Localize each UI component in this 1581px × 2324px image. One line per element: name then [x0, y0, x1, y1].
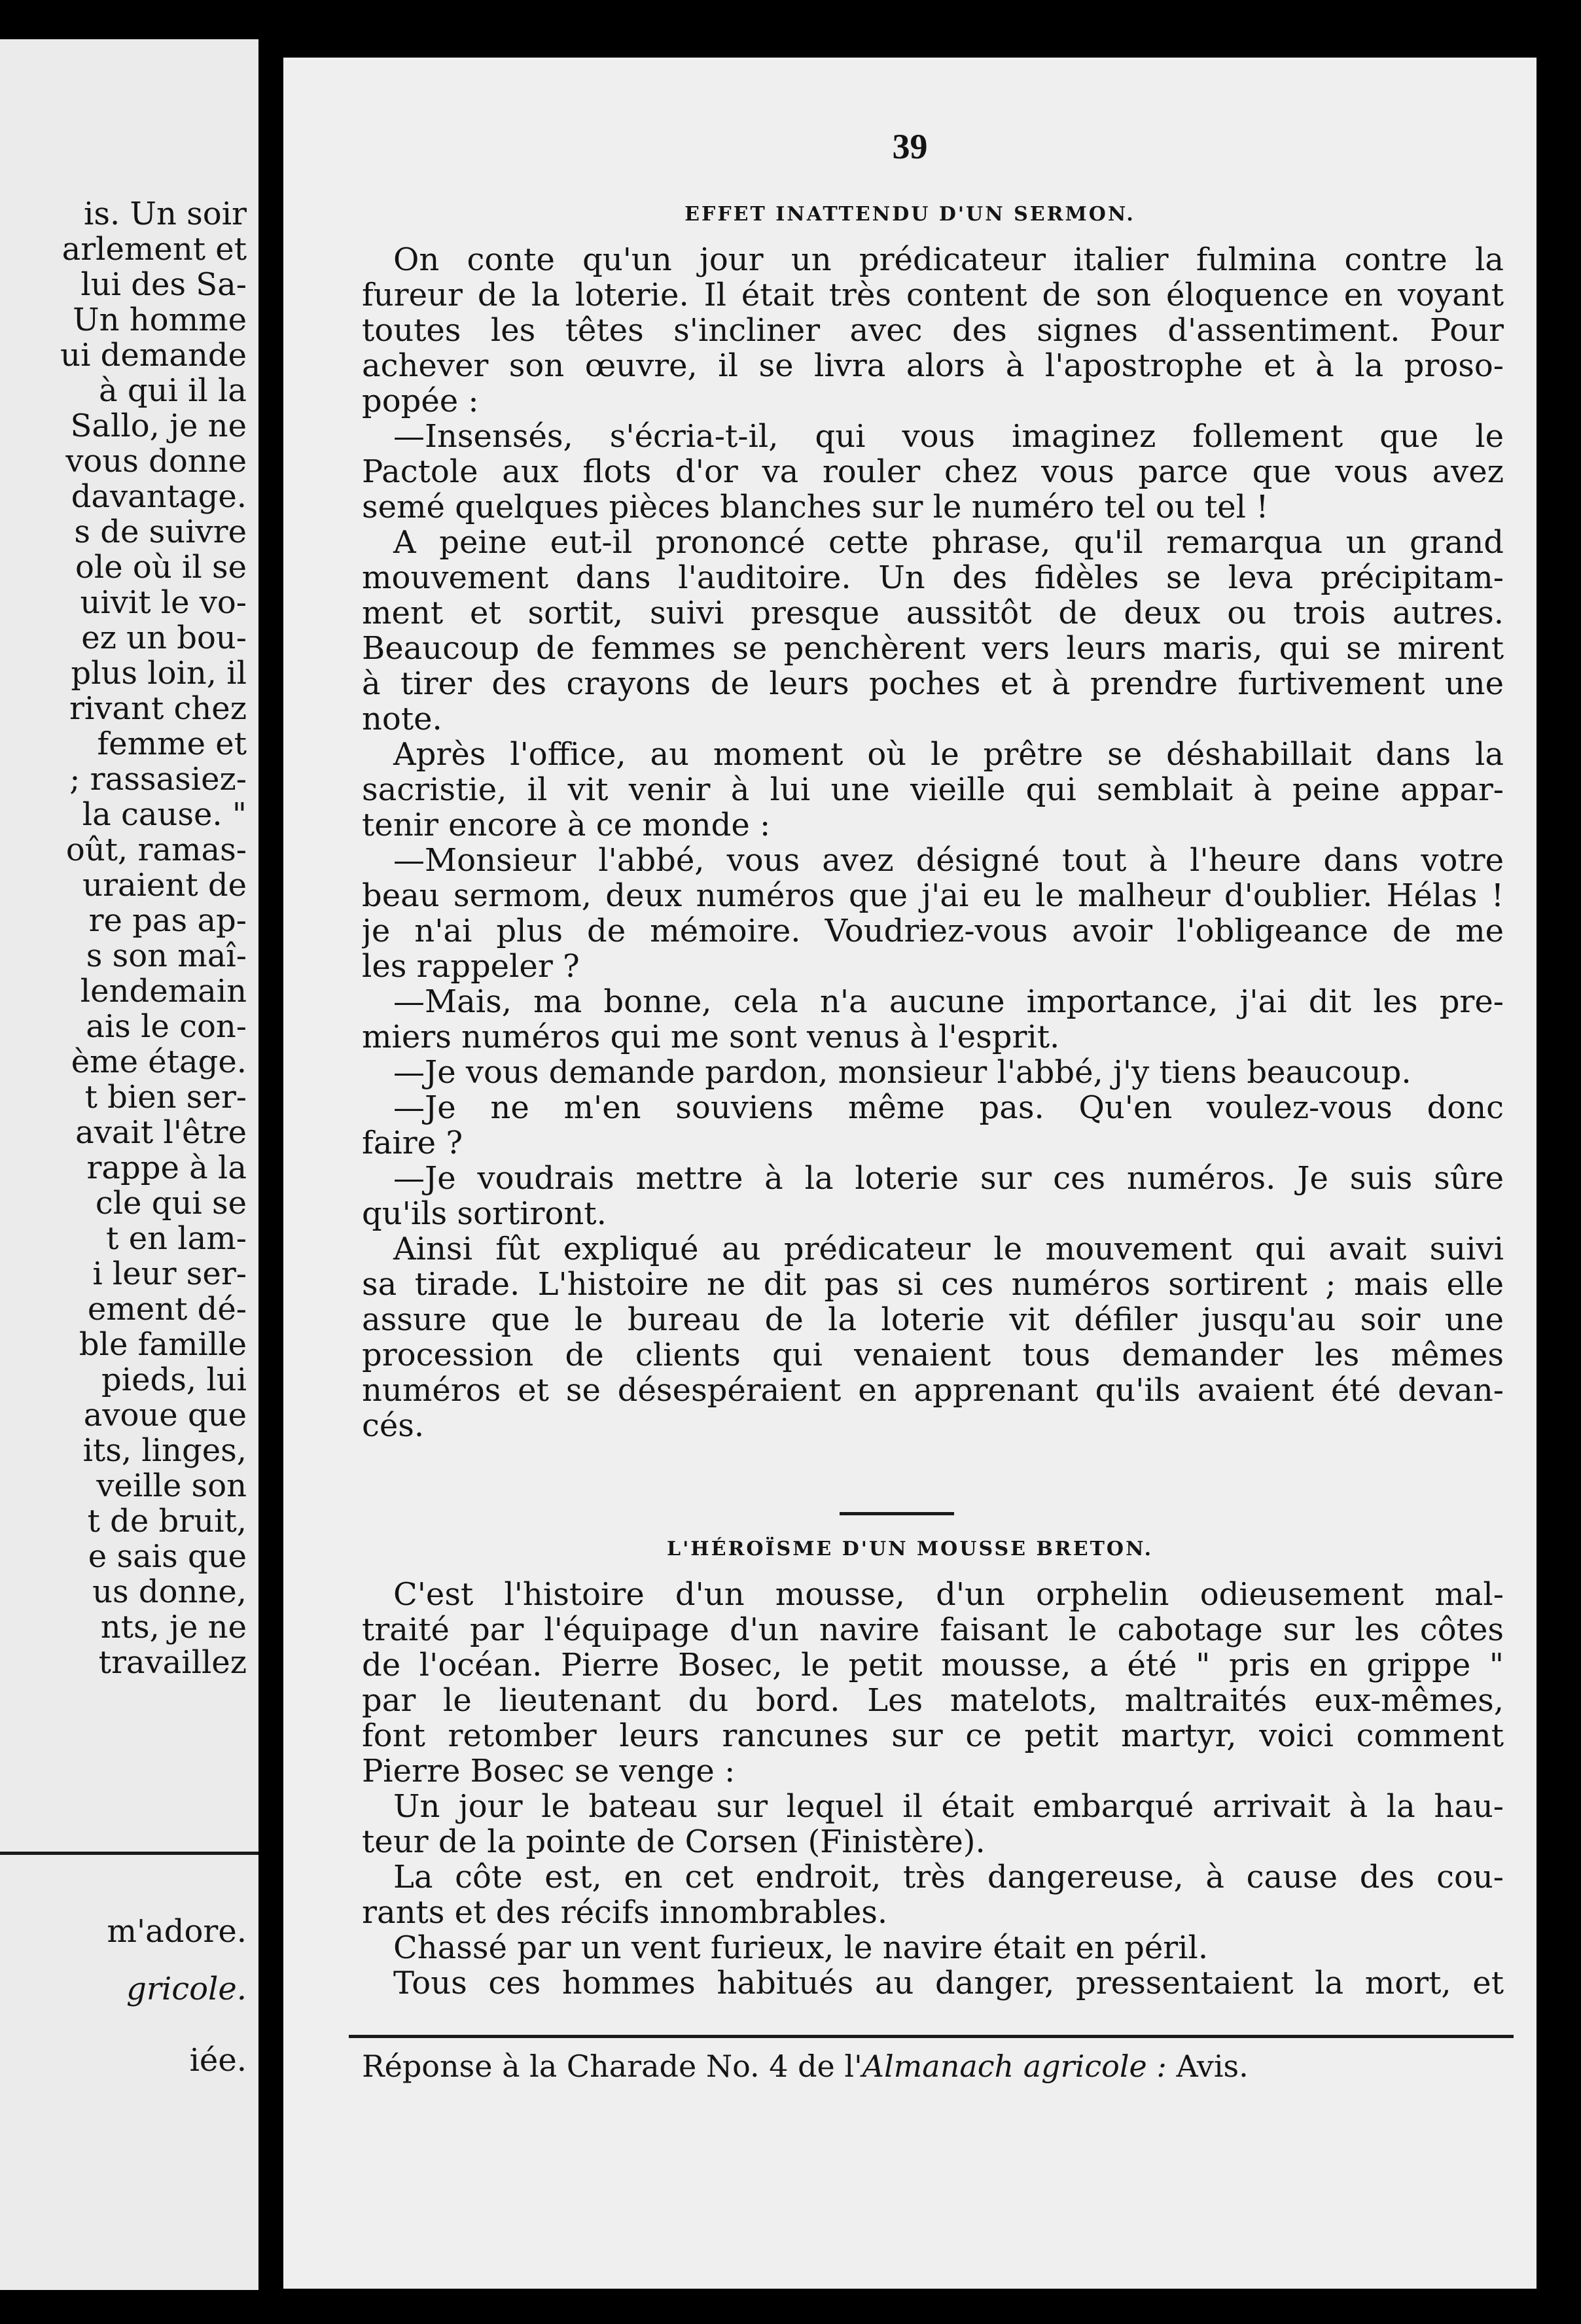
- text-line: mouvement dans l'auditoire. Un des fidèles se leva précipitam-: [362, 560, 1504, 595]
- left-page-line: ement dé-: [87, 1291, 247, 1328]
- left-page-line: gricole.: [126, 1971, 247, 2007]
- text-line: Chassé par un vent furieux, le navire était en péril.: [393, 1930, 1209, 1965]
- text-line: ment et sortit, suivi presque aussitôt de deux ou trois autres.: [362, 595, 1504, 631]
- left-page-line: re pas ap-: [88, 902, 247, 939]
- text-line: numéros et se désespéraient en apprenant qu'ils avaient été devan-: [362, 1373, 1504, 1408]
- left-page-line: ole où il se: [75, 549, 247, 586]
- left-page-line: e sais que: [88, 1538, 247, 1575]
- text-line: —Je vous demande pardon, monsieur l'abbé, j'y tiens beaucoup.: [393, 1055, 1412, 1090]
- left-page-line: t de bruit,: [87, 1503, 247, 1540]
- text-line: La côte est, en cet endroit, très dangereuse, à cause des cou-: [393, 1859, 1504, 1895]
- left-page-line: iée.: [189, 2042, 247, 2079]
- footnote-suffix: Avis.: [1166, 2049, 1249, 2084]
- text-line: assure que le bureau de la loterie vit défiler jusqu'au soir une: [362, 1302, 1504, 1337]
- left-page-line: ème étage.: [71, 1044, 247, 1080]
- left-page-line: veille son: [96, 1468, 247, 1504]
- left-page-line: ble famille: [79, 1326, 247, 1363]
- left-page-line: pieds, lui: [101, 1362, 247, 1398]
- left-page-line: lendemain: [80, 973, 247, 1010]
- text-line: Ainsi fût expliqué au prédicateur le mouvement qui avait suivi: [393, 1231, 1504, 1267]
- left-page-line: Sallo, je ne: [70, 408, 247, 444]
- text-line: par le lieutenant du bord. Les matelots, maltraités eux-mêmes,: [362, 1683, 1504, 1718]
- section-body-sermon: [362, 242, 1504, 1443]
- page-number: 39: [892, 127, 928, 166]
- text-line: Beaucoup de femmes se penchèrent vers leurs maris, qui se mirent: [362, 631, 1504, 666]
- text-line: les rappeler ?: [362, 949, 580, 984]
- text-line: sacristie, il vit venir à lui une vieille qui semblait à peine appar-: [362, 772, 1504, 807]
- text-line: rants et des récifs innombrables.: [362, 1895, 888, 1930]
- section-separator: [840, 1512, 954, 1515]
- left-page-line: ; rassasiez-: [69, 761, 247, 798]
- left-facing-page: [0, 39, 258, 2290]
- left-page-line: oût, ramas-: [65, 832, 247, 868]
- left-page-line: s de suivre: [74, 514, 247, 550]
- left-page-line: m'adore.: [107, 1913, 247, 1950]
- left-page-line: arlement et: [62, 231, 247, 268]
- text-line: —Insensés, s'écria-t-il, qui vous imaginez follement que le: [393, 419, 1504, 454]
- text-line: On conte qu'un jour un prédicateur italier fulmina contre la: [393, 242, 1504, 277]
- book-gutter: [258, 0, 283, 2324]
- text-line: —Je voudrais mettre à la loterie sur ces numéros. Je suis sûre: [393, 1161, 1504, 1196]
- left-page-line: ez un bou-: [81, 620, 247, 656]
- text-line: fureur de la loterie. Il était très content de son éloquence en voyant: [362, 277, 1504, 313]
- text-line: procession de clients qui venaient tous demander les mêmes: [362, 1337, 1504, 1373]
- left-page-line: plus loin, il: [71, 655, 247, 692]
- text-line: —Je ne m'en souviens même pas. Qu'en voulez-vous donc: [393, 1090, 1504, 1125]
- left-page-line: rivant chez: [69, 690, 247, 727]
- left-page-line: i leur ser-: [92, 1256, 247, 1292]
- text-line: Tous ces hommes habitués au danger, pressentaient la mort, et: [393, 1965, 1504, 2001]
- text-line: A peine eut-il prononcé cette phrase, qu'il remarqua un grand: [393, 525, 1504, 560]
- text-line: achever son œuvre, il se livra alors à l'apostrophe et à la proso-: [362, 348, 1504, 383]
- left-page-line: uivit le vo-: [80, 584, 247, 621]
- text-line: beau sermom, deux numéros que j'ai eu le malheur d'oublier. Hélas !: [362, 878, 1504, 913]
- text-line: qu'ils sortiront.: [362, 1196, 607, 1231]
- text-line: à tirer des crayons de leurs poches et à prendre furtivement une: [362, 666, 1504, 701]
- left-page-line: lui des Sa-: [80, 266, 247, 303]
- text-line: miers numéros qui me sont venus à l'esprit.: [362, 1019, 1060, 1055]
- left-page-line: femme et: [97, 726, 247, 762]
- left-page-line: us donne,: [92, 1574, 247, 1610]
- text-line: traité par l'équipage d'un navire faisant le cabotage sur les côtes: [362, 1612, 1504, 1647]
- left-page-line: à qui il la: [98, 372, 247, 409]
- text-line: Un jour le bateau sur lequel il était embarqué arrivait à la hau-: [393, 1789, 1504, 1824]
- section-body-mousse: [362, 1577, 1504, 2001]
- text-line: sa tirade. L'histoire ne dit pas si ces numéros sortirent ; mais elle: [362, 1267, 1504, 1302]
- left-page-line: t bien ser-: [84, 1079, 247, 1116]
- text-line: note.: [362, 701, 442, 737]
- left-page-line: Un homme: [73, 302, 247, 338]
- footnote: [362, 2047, 1249, 2086]
- left-page-line: nts, je ne: [100, 1609, 247, 1646]
- text-line: semé quelques pièces blanches sur le numéro tel ou tel !: [362, 489, 1269, 525]
- text-line: cés.: [362, 1408, 425, 1443]
- left-page-line: travaillez: [98, 1644, 247, 1681]
- left-page-line: uraient de: [82, 867, 247, 904]
- text-line: —Mais, ma bonne, cela n'a aucune importance, j'ai dit les pre-: [393, 984, 1504, 1019]
- footnote-prefix: Réponse à la Charade No. 4 de l': [362, 2049, 862, 2084]
- section-title-mousse: L'HÉROÏSME D'UN MOUSSE BRETON.: [666, 1538, 1154, 1560]
- text-line: faire ?: [362, 1125, 463, 1161]
- text-line: teur de la pointe de Corsen (Finistère).: [362, 1824, 986, 1859]
- left-page-line: t en lam-: [106, 1220, 247, 1257]
- section-title-sermon: EFFET INATTENDU D'UN SERMON.: [684, 203, 1135, 226]
- text-line: popée :: [362, 383, 479, 419]
- left-page-line: rappe à la: [86, 1150, 247, 1186]
- left-page-line: vous donne: [65, 443, 247, 480]
- text-line: —Monsieur l'abbé, vous avez désigné tout à l'heure dans votre: [393, 843, 1504, 878]
- left-page-line: cle qui se: [95, 1185, 247, 1222]
- text-line: C'est l'histoire d'un mousse, d'un orphelin odieusement mal-: [393, 1577, 1504, 1612]
- text-line: je n'ai plus de mémoire. Voudriez-vous avoir l'obligeance de me: [362, 913, 1504, 949]
- text-line: tenir encore à ce monde :: [362, 807, 771, 843]
- left-page-line: ui demande: [60, 337, 247, 374]
- text-line: toutes les têtes s'incliner avec des signes d'assentiment. Pour: [362, 313, 1504, 348]
- text-line: Après l'office, au moment où le prêtre se déshabillait dans la: [393, 737, 1504, 772]
- left-page-line: avait l'être: [75, 1114, 247, 1151]
- footnote-italic: Almanach agricole :: [862, 2049, 1167, 2084]
- left-page-line: s son maî-: [86, 938, 247, 974]
- left-page-line: avoue que: [83, 1397, 247, 1434]
- left-page-rule: [0, 1852, 258, 1855]
- right-page: [283, 58, 1537, 2289]
- left-page-line: la cause. ": [82, 796, 247, 833]
- text-line: Pierre Bosec se venge :: [362, 1753, 736, 1789]
- left-page-line: ais le con-: [86, 1008, 247, 1045]
- footnote-rule: [349, 2035, 1514, 2038]
- left-page-line: is. Un soir: [84, 196, 247, 232]
- text-line: font retomber leurs rancunes sur ce petit martyr, voici comment: [362, 1718, 1504, 1753]
- text-line: Pactole aux flots d'or va rouler chez vous parce que vous avez: [362, 454, 1504, 489]
- left-page-line: davantage.: [71, 478, 247, 515]
- text-line: de l'océan. Pierre Bosec, le petit mousse, a été " pris en grippe ": [362, 1647, 1504, 1683]
- left-page-line: its, linges,: [82, 1432, 247, 1469]
